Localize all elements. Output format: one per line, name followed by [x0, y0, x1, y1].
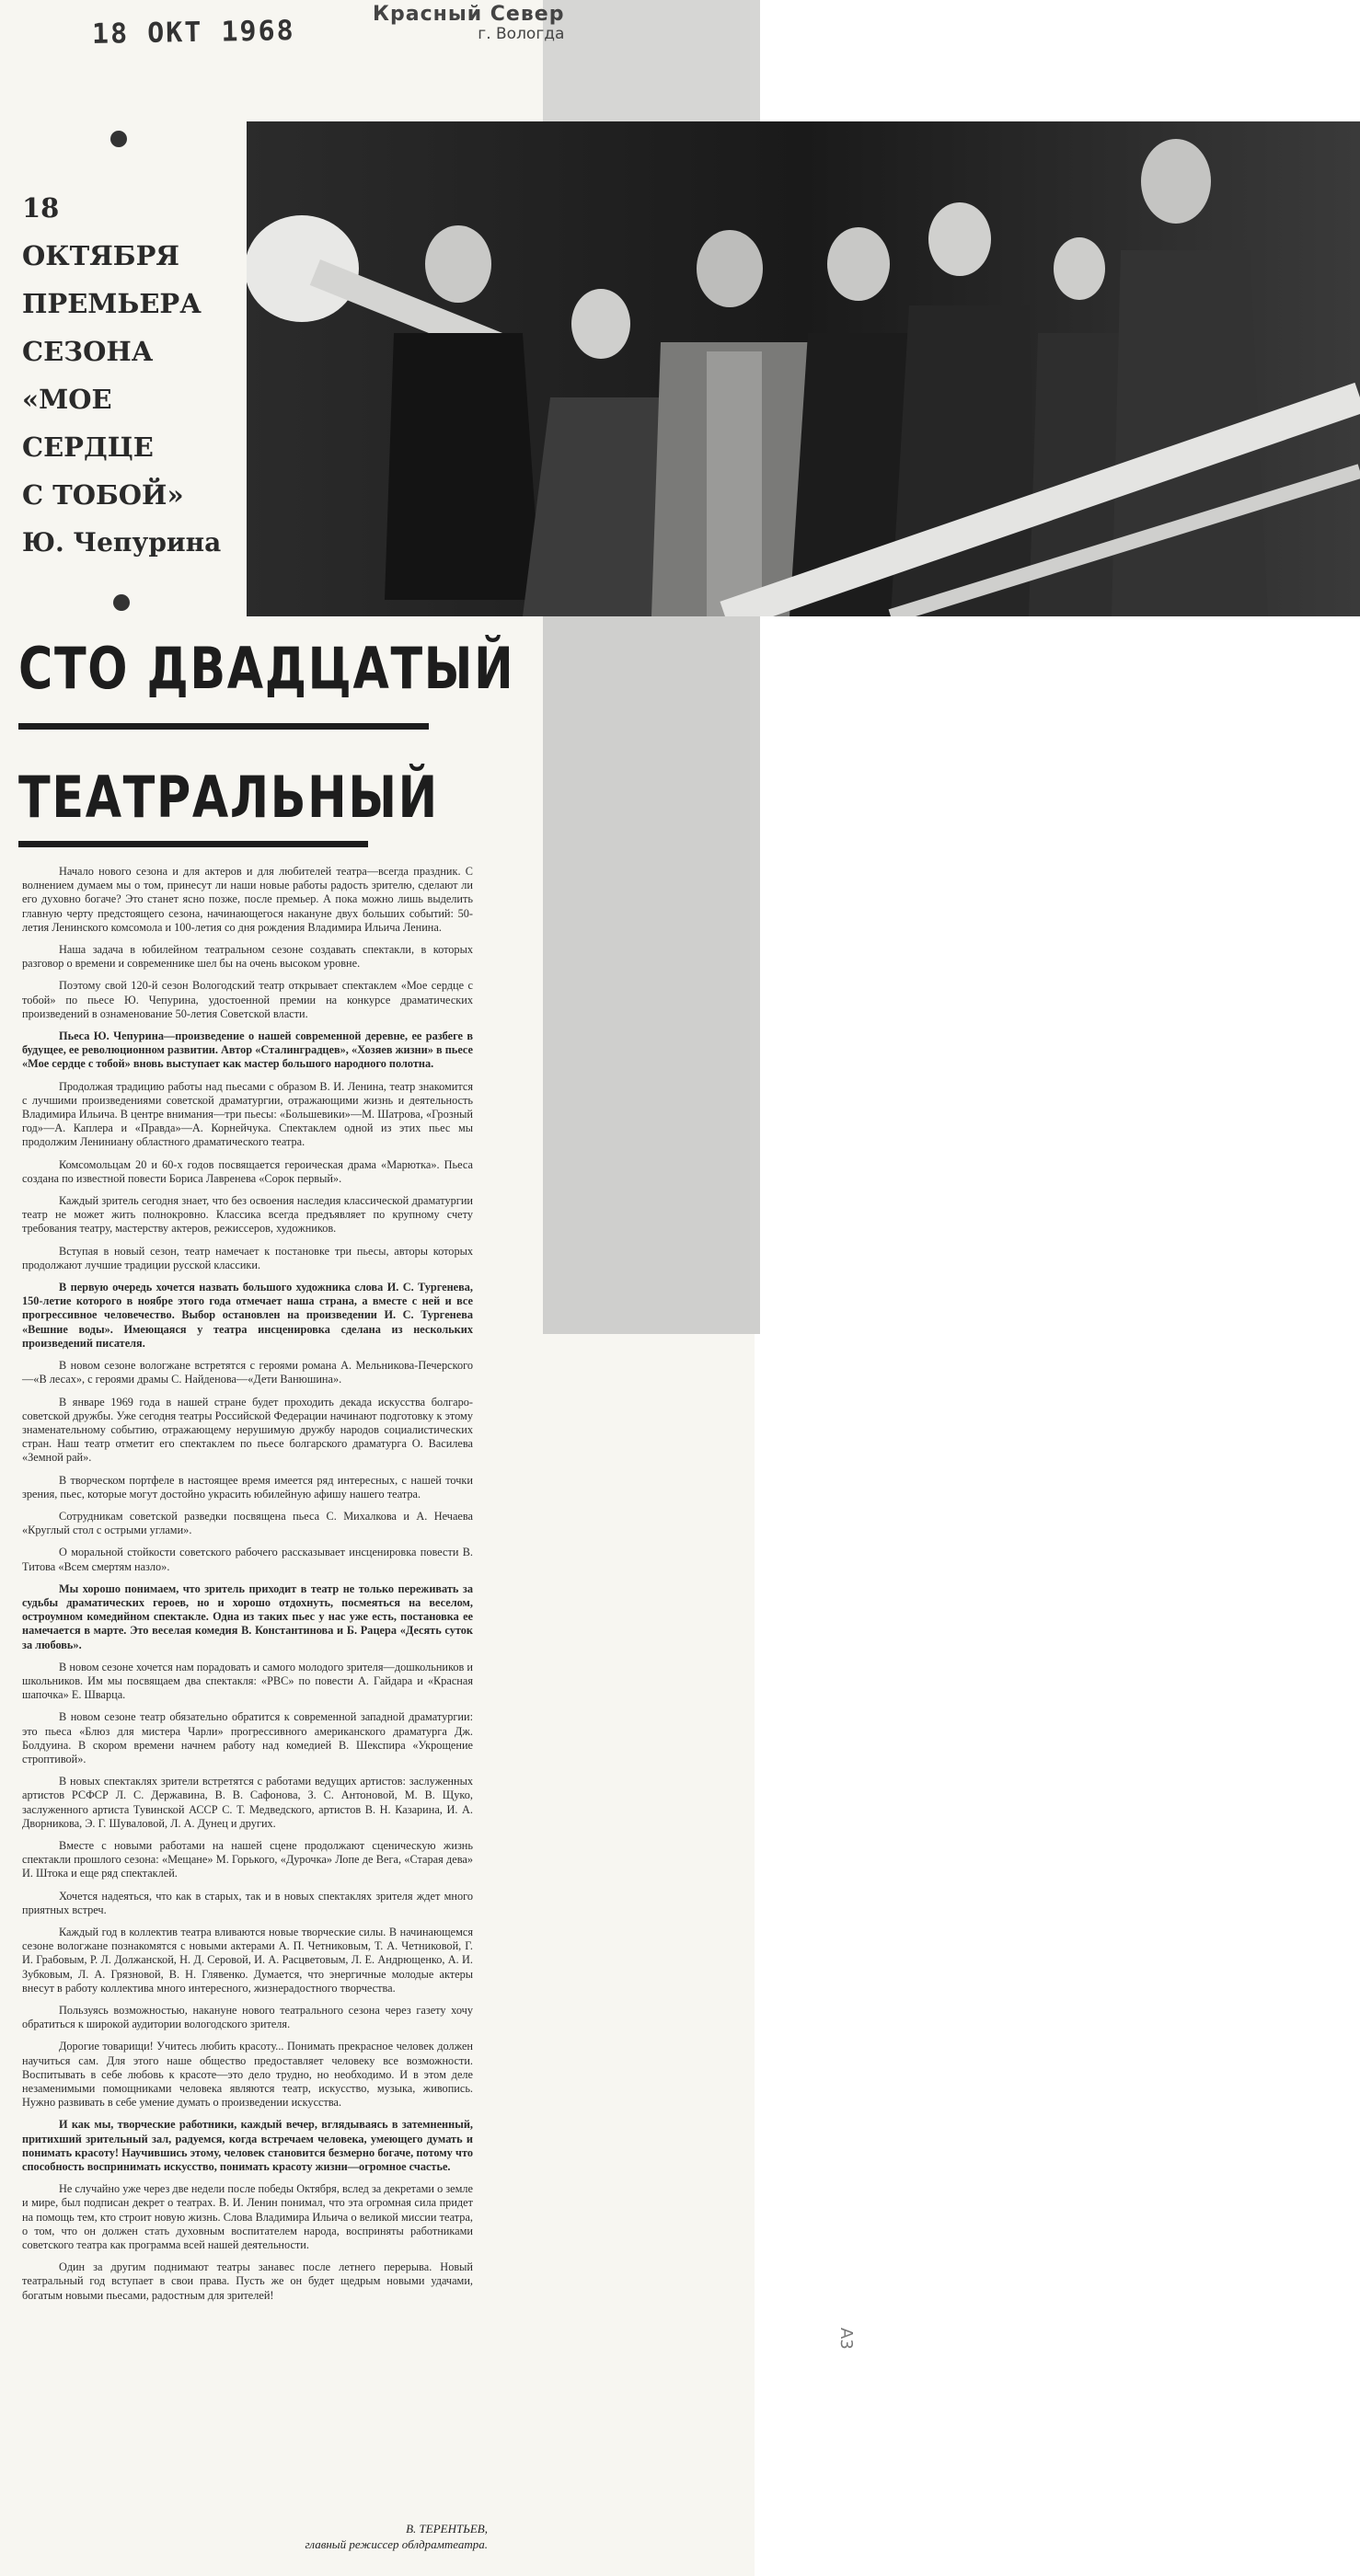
premiere-line: СЕЗОНА — [22, 336, 154, 367]
article-paragraph: Мы хорошо понимаем, что зритель приходит в театр не только переживать за судьбы драматических героев, но и хорошо отдохнуть, посмеяться на веселом, остроумном комедийном спектакле. Одна из таких пьес у нас уже есть, постановка ее намечается в марте. Это веселая комедия В. Константинова и Б. Рацера «Десять суток за любовь». — [22, 1581, 473, 1651]
article-paragraph: В новом сезоне хочется нам порадовать и самого молодого зрителя—дошкольников и школьников. Им мы посвящаем два спектакля: «РВС» по повести А. Гайдара и «Красная шапочка» Е. Шварца. — [22, 1660, 473, 1702]
headline-rule — [18, 841, 368, 847]
article-paragraph: Сотрудникам советской разведки посвящена пьеса С. Михалкова и А. Нечаева «Круглый стол с острыми углами». — [22, 1509, 473, 1537]
margin-note: А3 — [836, 2328, 856, 2350]
article-paragraph: Начало нового сезона и для актеров и для любителей театра—всегда праздник. С волнением думаем мы о том, принесут ли наши новые работы радость зрителю, сделают ли его духовно богаче? Это станет ясно позже, после премьер. А пока можно лишь выделить главную черту предстоящего сезона, начинающегося накануне двух больших событий: 50-летия Ленинского комсомола и 100-летия со дня рождения Владимира Ильича Ленина. — [22, 865, 473, 934]
article-paragraph: О моральной стойкости советского рабочего рассказывает инсценировка повести В. Титова «Всем смертям назло». — [22, 1546, 473, 1573]
article-paragraph: И как мы, творческие работники, каждый вечер, вглядываясь в затемненный, притихший зрительный зал, радуемся, когда встречаем человека, умеющего думать и понимать красоту! Научившись этому, человек становится безмерно богаче, потому что способность воспринимать искусство, понимать красоту жизни—огромное счастье. — [22, 2118, 473, 2174]
article-paragraph: Пользуясь возможностью, накануне нового театрального сезона через газету хочу обратиться к широкой аудитории вологодского зрителя. — [22, 2004, 473, 2031]
premiere-line: 18 — [22, 192, 60, 224]
newspaper-stamp — [373, 4, 564, 43]
article-paragraph: В январе 1969 года в нашей стране будет проходить декада искусства болгаро-советской дружбы. Уже сегодня театры Российской Федерации начинают подготовку к этому знаменательному событию, отражающему нерушимую дружбу народов социалистических стран. Наш театр отметит его спектаклем по пьесе болгарского драматурга О. Василева «Земной рай». — [22, 1395, 473, 1465]
article-paragraph: В новом сезоне театр обязательно обратится к современной западной драматургии: это пьеса «Блюз для мистера Чарли» прогрессивного американского драматурга Дж. Болдуина. В скором времени начнем работу над комедией В. Шекспира «Укрощение строптивой». — [22, 1710, 473, 1765]
article-paragraph: В творческом портфеле в настоящее время имеется ряд интересных, с нашей точки зрения, пьес, которые могут достойно украсить юбилейную афишу нашего театра. — [22, 1473, 473, 1501]
article-paragraph: В новом сезоне вологжане встретятся с героями романа А. Мельникова-Печерского—«В лесах», с героями драмы С. Найденова—«Дети Ванюшина». — [22, 1359, 473, 1386]
premiere-line: С ТОБОЙ» — [22, 479, 184, 511]
premiere-line: ОКТЯБРЯ — [22, 240, 179, 271]
punch-hole-icon — [110, 131, 127, 147]
headline-rule — [18, 723, 429, 730]
article-paragraph: В новых спектаклях зрители встретятся с работами ведущих артистов: заслуженных артистов РСФСР Л. С. Державина, В. В. Сафонова, З. С. Антоновой, М. В. Щуко, заслуженного артиста Тувинской АССР С. Т. Медведского, артистов В. Н. Казарина, И. А. Дворникова, Э. Г. Шуваловой, Л. А. Дунец и других. — [22, 1775, 473, 1830]
article-paragraph: Каждый год в коллектив театра вливаются новые творческие силы. В начинающемся сезоне вологжане познакомятся с новыми актерами А. П. Четниковым, Т. А. Четниковой, Г. И. Грабовым, Р. Л. Должанской, Н. Д. Серовой, И. А. Расцветовым, Л. Е. Андрющенко, А. И. Зубковым, Л. А. Грязновой, В. Н. Глявенко. Думается, что энергичные молодые актеры внесут в работу коллектива много интересного, жизнерадостного творчества. — [22, 1926, 473, 1995]
article-body — [22, 865, 473, 2311]
signature-name: В. ТЕРЕНТЬЕВ, — [406, 2522, 488, 2536]
article-paragraph: Пьеса Ю. Чепурина—произведение о нашей современной деревне, ее разбеге в будущее, ее революционном развитии. Автор «Сталинградцев», «Хозяев жизни» в пьесе «Мое сердце с тобой» вновь выступает как мастер большого народного полотна. — [22, 1029, 473, 1071]
headline-line-1: СТО ДВАДЦАТЫЙ — [18, 635, 515, 702]
backing-sheet-top — [543, 0, 760, 129]
newspaper-name: Красный Север — [373, 3, 565, 26]
article-paragraph: Наша задача в юбилейном театральном сезоне создавать спектакли, в которых разговор о времени и современнике шел бы на очень высоком уровне. — [22, 943, 473, 971]
article-paragraph: Комсомольцам 20 и 60-х годов посвящается героическая драма «Марютка». Пьеса создана по известной повести Бориса Лавренева «Сорок первый». — [22, 1157, 473, 1185]
signature-title: главный режиссер облдрамтеатра. — [305, 2537, 488, 2551]
newspaper-city: г. Вологда — [478, 25, 565, 44]
article-paragraph: Не случайно уже через две недели после победы Октября, вслед за декретами о земле и мире, был подписан декрет о театрах. В. И. Ленин понимал, что эта огромная сила придет на помощь тем, кто строит новую жизнь. Слова Владимира Ильича о великой миссии театра, о том, что он должен стать духовным воспитателем народа, восприняты работниками советского театра как программа всей нашей деятельности. — [22, 2182, 473, 2252]
premiere-line: СЕРДЦЕ — [22, 431, 154, 463]
article-paragraph: Вступая в новый сезон, театр намечает к постановке три пьесы, авторы которых продолжают лучшие традиции русской классики. — [22, 1244, 473, 1271]
headline-line-2: ТЕАТРАЛЬНЫЙ — [18, 764, 439, 831]
punch-hole-icon — [113, 594, 130, 611]
article-paragraph: Хочется надеяться, что как в старых, так и в новых спектаклях зрителя ждет много приятных встреч. — [22, 1889, 473, 1916]
article-paragraph: В первую очередь хочется назвать большого художника слова И. С. Тургенева, 150-летие которого в ноябре этого года отмечает наша страна, а вместе с ней и все прогрессивное человечество. Выбор остановлен на произведении И. С. Тургенева «Вешние воды». Имеющаяся у театра инсценировка сделана из нескольких произведений писателя. — [22, 1281, 473, 1350]
article-paragraph: Продолжая традицию работы над пьесами с образом В. И. Ленина, театр знакомится с лучшими произведениями советской драматургии, отражающими жизнь и деятельность Владимира Ильича. В центре внимания—три пьесы: «Большевики»—М. Шатрова, «Грозный год»—А. Каплера и «Правда»—А. Корнейчука. Спектаклем одной из этих пьес мы продолжим Лениниану областного драматического театра. — [22, 1079, 473, 1149]
premiere-author: Ю. Чепурина — [22, 527, 222, 558]
article-paragraph: Один за другим поднимают театры занавес после летнего перерыва. Новый театральный год вступает в свои права. Пусть же он будет щедрым новыми удачами, богатым новыми пьесами, радостным для зрителей! — [22, 2260, 473, 2302]
article-paragraph: Вместе с новыми работами на нашей сцене продолжают сценическую жизнь спектакли прошлого сезона: «Мещане» М. Горького, «Дурочка» Лопе де Вега, «Старая дева» И. Штока и еще ряд спектаклей. — [22, 1838, 473, 1880]
premiere-line: «МОЕ — [22, 384, 112, 415]
theatre-photo — [247, 121, 1360, 616]
article-paragraph: Дорогие товарищи! Учитесь любить красоту... Понимать прекрасное человек должен научиться сам. Для этого наше общество предоставляет человеку все возможности. Воспитывать в себе любовь к красоте—это дело трудно, но необходимо. И в этом деле незаменимыми помощниками человека являются театр, искусство, музыка, живопись. Нужно развивать в себе умение думать о произведении искусства. — [22, 2040, 473, 2110]
date-stamp: 18 ОКТ 1968 — [91, 15, 295, 51]
premiere-line: ПРЕМЬЕРА — [22, 288, 202, 319]
article-paragraph: Каждый зритель сегодня знает, что без освоения наследия классической драматургии театр не может жить полнокровно. Классика всегда предъявляет по крупному счету требования театру, мастерству актеров, режиссеров, художников. — [22, 1194, 473, 1236]
actors-scene-image — [247, 121, 1360, 616]
article-paragraph: Поэтому свой 120-й сезон Вологодский театр открывает спектаклем «Мое сердце с тобой» по пьесе Ю. Чепурина, удостоенной премии на конкурсе драматических произведений в ознаменование 50-летия Советской власти. — [22, 979, 473, 1020]
premiere-announcement — [22, 184, 252, 567]
signature — [212, 2521, 488, 2552]
